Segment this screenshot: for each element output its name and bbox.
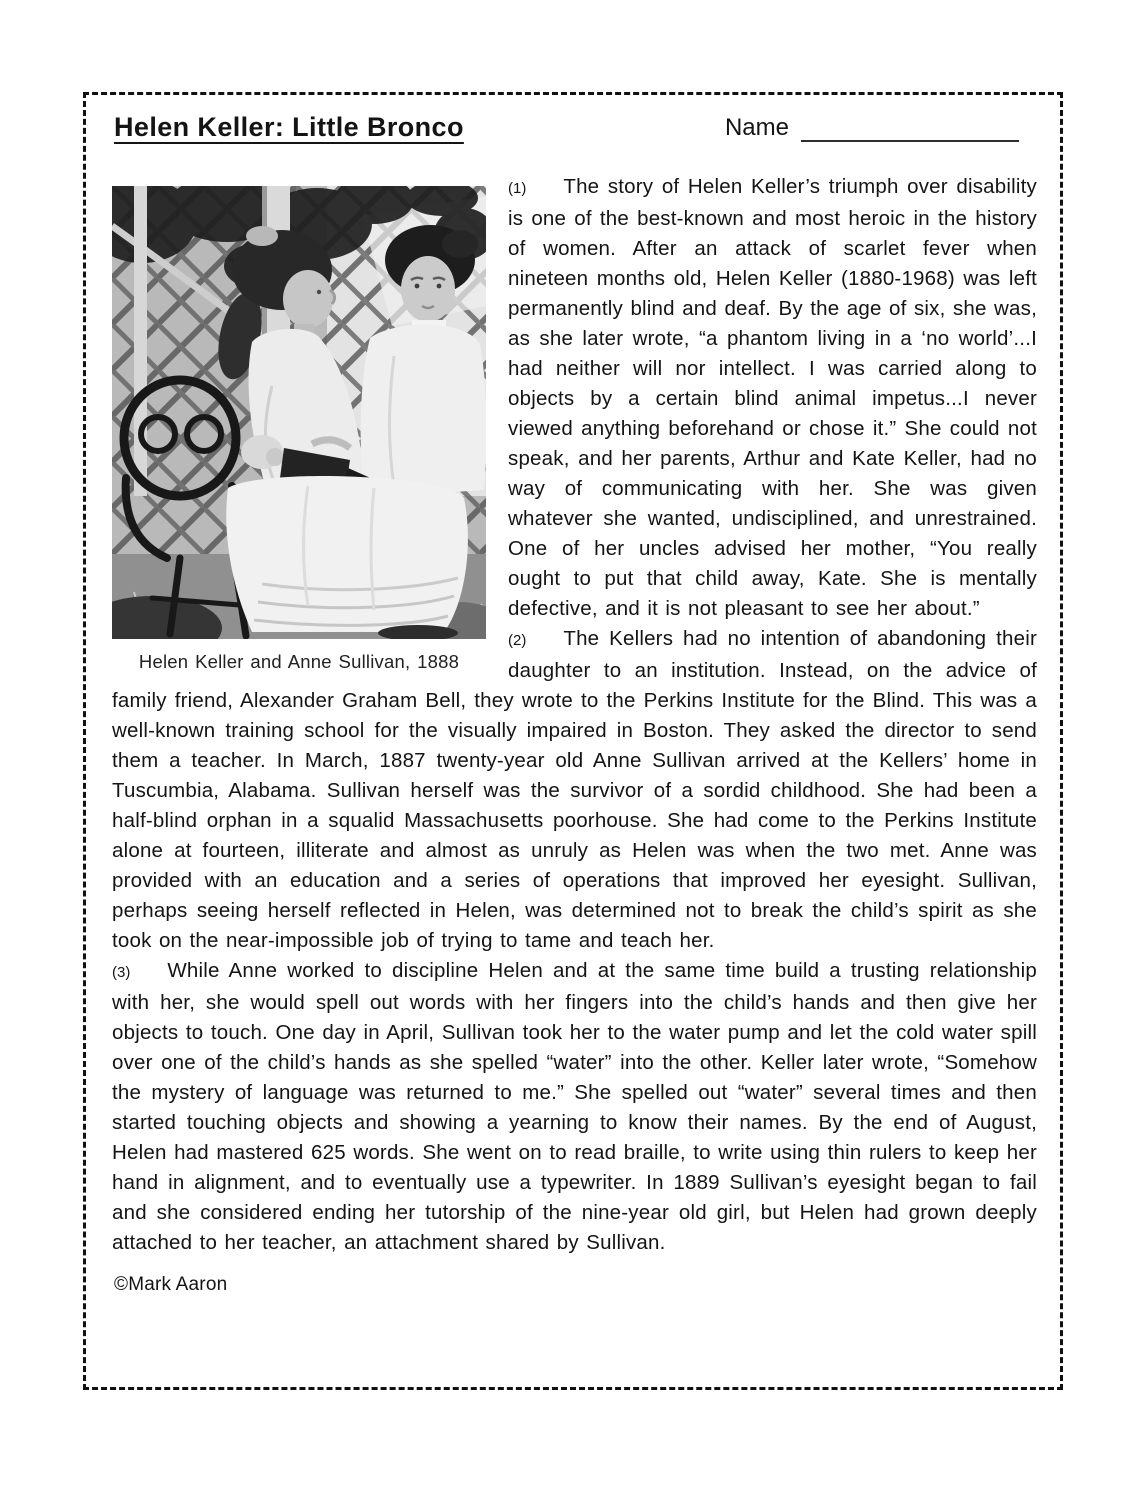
paragraph-3-number: (3)	[112, 964, 131, 981]
paragraph-3-text: While Anne worked to discipline Helen and at the same time build a trusting relationship with her, she would spell out words with her fingers into the child’s hands and then give her objects to touch. One day in April, Sullivan took her to the water pump and let the cold water spill over one of the child’s hands as she spelled “water” into the other. Keller later wrote, “Somehow the mystery of language was returned to me.” She spelled out “water” several times and then started touching objects and showing a yearning to know their names. By the end of August, Helen had mastered 625 words. She went on to read braille, to write using thin rulers to keep her hand in alignment, and to eventually use a typewriter. In 1889 Sullivan’s eyesight began to fail and she considered ending her tutorship of the nine-year old girl, but Helen had grown deeply attached to her teacher, an attachment shared by Sullivan.	[112, 959, 1037, 1254]
header	[112, 112, 1037, 143]
page-title: Helen Keller: Little Bronco	[114, 112, 464, 142]
name-label: Name	[724, 114, 789, 141]
photo-figure	[112, 186, 486, 677]
photo-svg	[112, 186, 486, 639]
worksheet-page	[83, 92, 1063, 1390]
name-row	[725, 112, 1019, 142]
photo-illustration	[112, 186, 486, 639]
paragraph-2-number: (2)	[508, 632, 527, 649]
page-content	[86, 95, 1060, 1296]
paragraph-2-text: The Kellers had no intention of abandoning their daughter to an institution. Instead, on the advice of family friend, Alexander Graham Bell, they wrote to the Perkins Institute for the Blind. This was a well-known training school for the visually impaired in Boston. They asked the director to send them a teacher. In March, 1887 twenty-year old Anne Sullivan arrived at the Kellers’ home in Tuscumbia, Alabama. Sullivan herself was the survivor of a sordid childhood. She had been a half-blind orphan in a squalid Massachusetts poorhouse. She had come to the Perkins Institute alone at fourteen, illiterate and almost as unruly as Helen was when the two met. Anne was provided with an education and a series of operations that improved her eyesight. Sullivan, perhaps seeing herself reflected in Helen, was determined not to break the child’s spirit as she took on the near-impossible job of trying to tame and teach her.	[112, 627, 1037, 952]
paragraph-3	[112, 956, 1037, 1258]
copyright-notice: ©Mark Aaron	[114, 1274, 228, 1295]
paragraph-1-number: (1)	[508, 180, 527, 197]
article-body	[112, 172, 1037, 1258]
name-blank-line	[801, 116, 1019, 142]
photo-caption: Helen Keller and Anne Sullivan, 1888	[138, 651, 460, 672]
paragraph-1-text: The story of Helen Keller’s triumph over disability is one of the best-known and most heroic in the history of women. After an attack of scarlet fever when nineteen months old, Helen Keller (1880-1968) was left permanently blind and deaf. By the age of six, she was, as she later wrote, “a phantom living in a ‘no world’...I had neither will nor intellect. I was carried along to objects by a certain blind animal impetus...I never viewed anything beforehand or chose it.” She could not speak, and her parents, Arthur and Kate Keller, had no way of communicating with her. She was given whatever she wanted, undisciplined, and unrestrained. One of her uncles advised her mother, “You really ought to put that child away, Kate. She is mentally defective, and it is not pleasant to see her about.”	[508, 175, 1037, 620]
